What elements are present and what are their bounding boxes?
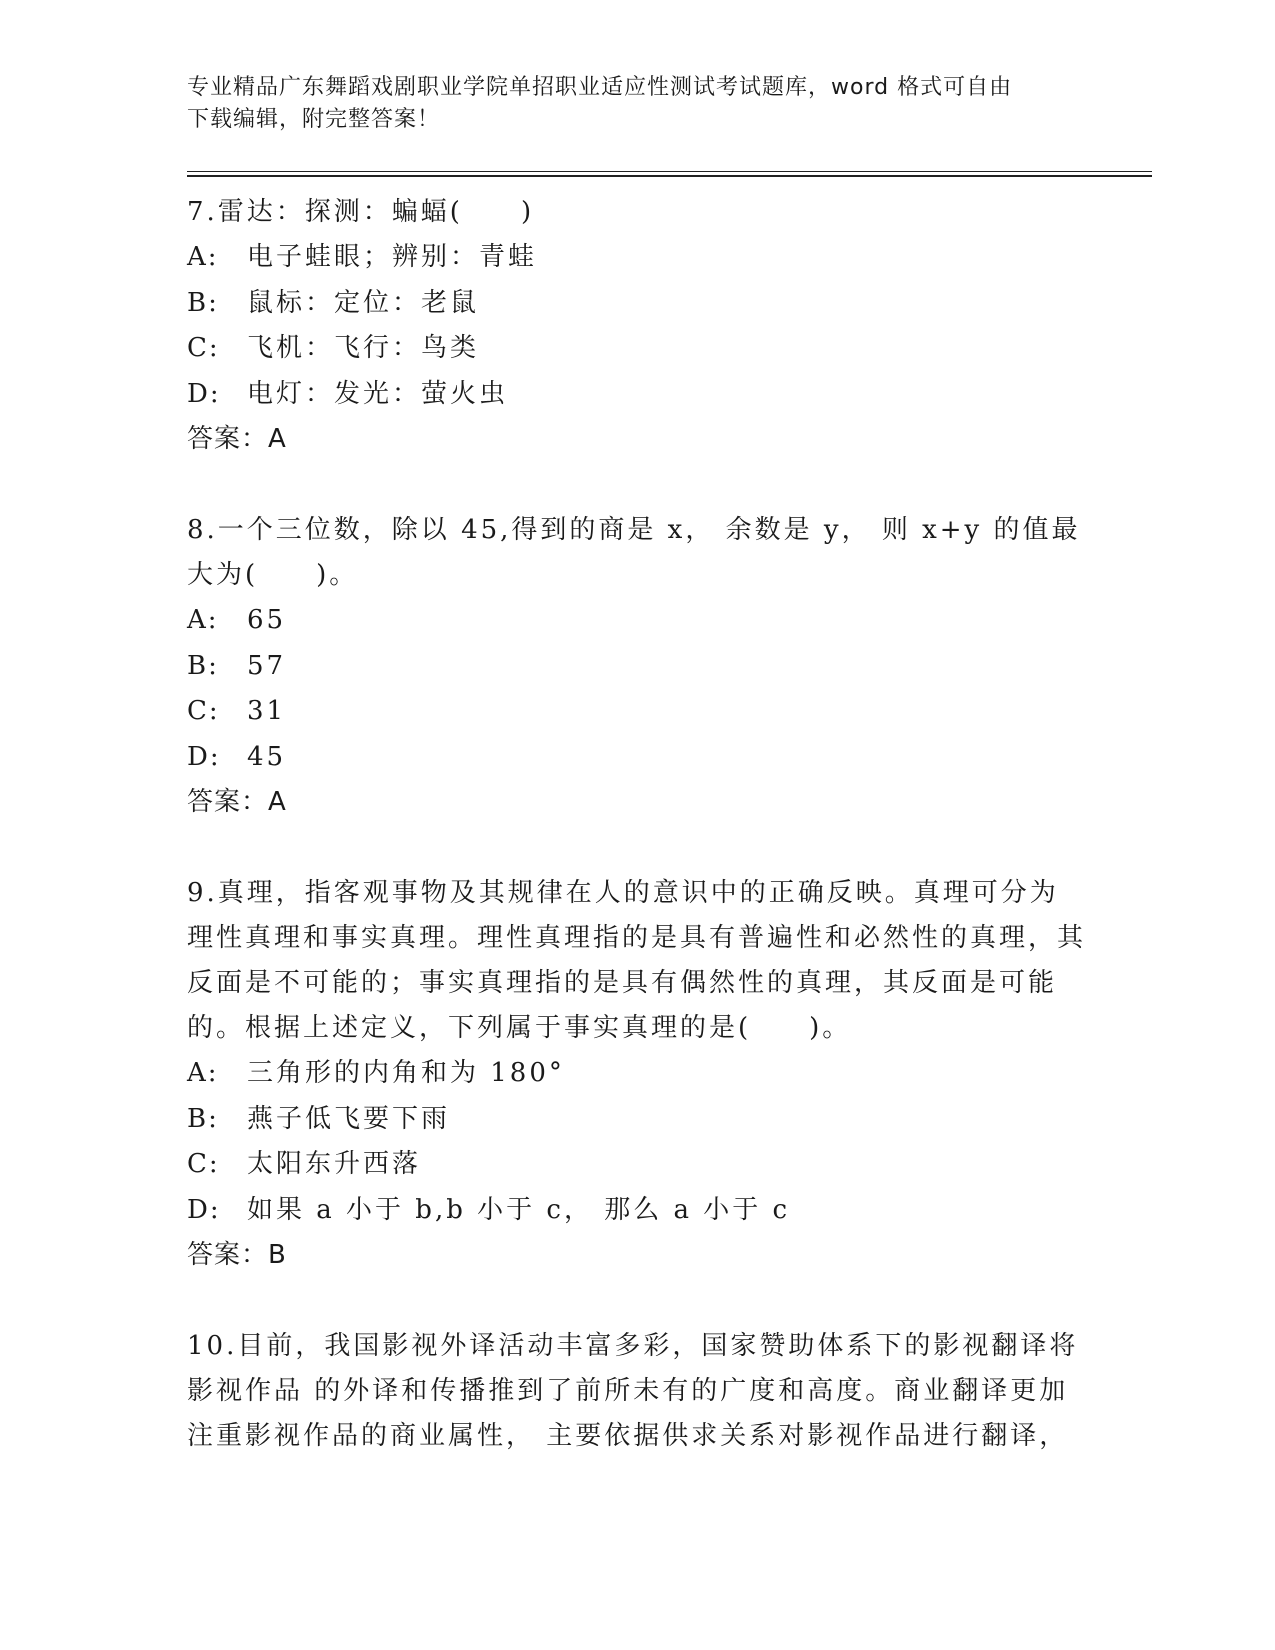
option-text: 太阳东升西落 bbox=[247, 1149, 422, 1179]
question-stem: 8.一个三位数，除以 45,得到的商是 x， 余数是 y， 则 x+y 的值最大为( )。 bbox=[187, 515, 1081, 590]
option-c bbox=[187, 326, 1087, 372]
option-letter: A: bbox=[187, 1058, 219, 1088]
option-b bbox=[187, 1097, 1087, 1143]
question-8 bbox=[187, 508, 1087, 825]
question-7 bbox=[187, 190, 1087, 462]
option-letter: B: bbox=[187, 287, 219, 318]
question-10 bbox=[187, 1324, 1087, 1459]
option-letter: C: bbox=[187, 696, 220, 726]
option-letter: A: bbox=[187, 605, 219, 635]
option-text: 65 bbox=[247, 605, 287, 635]
option-text: 31 bbox=[247, 696, 287, 726]
option-c bbox=[187, 689, 1087, 735]
option-a bbox=[187, 235, 1087, 281]
document-header bbox=[187, 72, 1067, 136]
option-letter: C: bbox=[187, 1149, 220, 1179]
option-b bbox=[187, 644, 1087, 690]
option-text: 电灯：发光：萤火虫 bbox=[247, 378, 509, 409]
answer-label: 答案：A bbox=[187, 424, 287, 454]
option-text: 电子蛙眼；辨别：青蛙 bbox=[247, 242, 538, 272]
option-letter: C: bbox=[187, 333, 220, 363]
header-line-2: 下载编辑，附完整答案！ bbox=[187, 107, 441, 132]
answer-label: 答案：B bbox=[187, 1240, 287, 1270]
option-text: 燕子低飞要下雨 bbox=[247, 1103, 451, 1134]
option-a bbox=[187, 598, 1087, 644]
option-d bbox=[187, 1188, 1087, 1234]
option-c bbox=[187, 1142, 1087, 1188]
option-b bbox=[187, 281, 1087, 327]
option-letter: A: bbox=[187, 242, 219, 272]
header-rule-thick bbox=[187, 175, 1152, 177]
option-text: 45 bbox=[247, 741, 287, 772]
option-text: 鼠标：定位：老鼠 bbox=[247, 287, 480, 318]
question-stem: 7.雷达：探测：蝙蝠( ) bbox=[187, 197, 535, 227]
header-line-1: 专业精品广东舞蹈戏剧职业学院单招职业适应性测试考试题库，word 格式可自由 bbox=[187, 75, 1013, 100]
question-9 bbox=[187, 871, 1087, 1278]
option-a bbox=[187, 1051, 1087, 1097]
answer-label: 答案：A bbox=[187, 787, 287, 817]
option-text: 三角形的内角和为 180° bbox=[247, 1058, 565, 1088]
question-list bbox=[187, 190, 1087, 1505]
option-text: 飞机：飞行：鸟类 bbox=[247, 333, 480, 363]
option-letter: D: bbox=[187, 741, 221, 772]
option-letter: B: bbox=[187, 1103, 219, 1134]
option-letter: D: bbox=[187, 1194, 221, 1225]
option-d bbox=[187, 735, 1087, 781]
option-letter: D: bbox=[187, 378, 221, 409]
question-stem: 10.目前，我国影视外译活动丰富多彩，国家赞助体系下的影视翻译将影视作品 的外译和传播推到了前所未有的广度和高度。商业翻译更加注重影视作品的商业属性， 主要依据供求关系对影视作品进行翻译， bbox=[187, 1331, 1079, 1451]
option-letter: B: bbox=[187, 650, 219, 681]
option-text: 如果 a 小于 b,b 小于 c， 那么 a 小于 c bbox=[247, 1194, 791, 1225]
option-d bbox=[187, 372, 1087, 418]
question-stem: 9.真理，指客观事物及其规律在人的意识中的正确反映。真理可分为理性真理和事实真理。理性真理指的是具有普遍性和必然性的真理，其反面是不可能的；事实真理指的是具有偶然性的真理，其反面是可能的。根据上述定义，下列属于事实真理的是( )。 bbox=[187, 878, 1087, 1043]
option-text: 57 bbox=[247, 650, 287, 681]
header-rule-thin bbox=[187, 171, 1152, 172]
